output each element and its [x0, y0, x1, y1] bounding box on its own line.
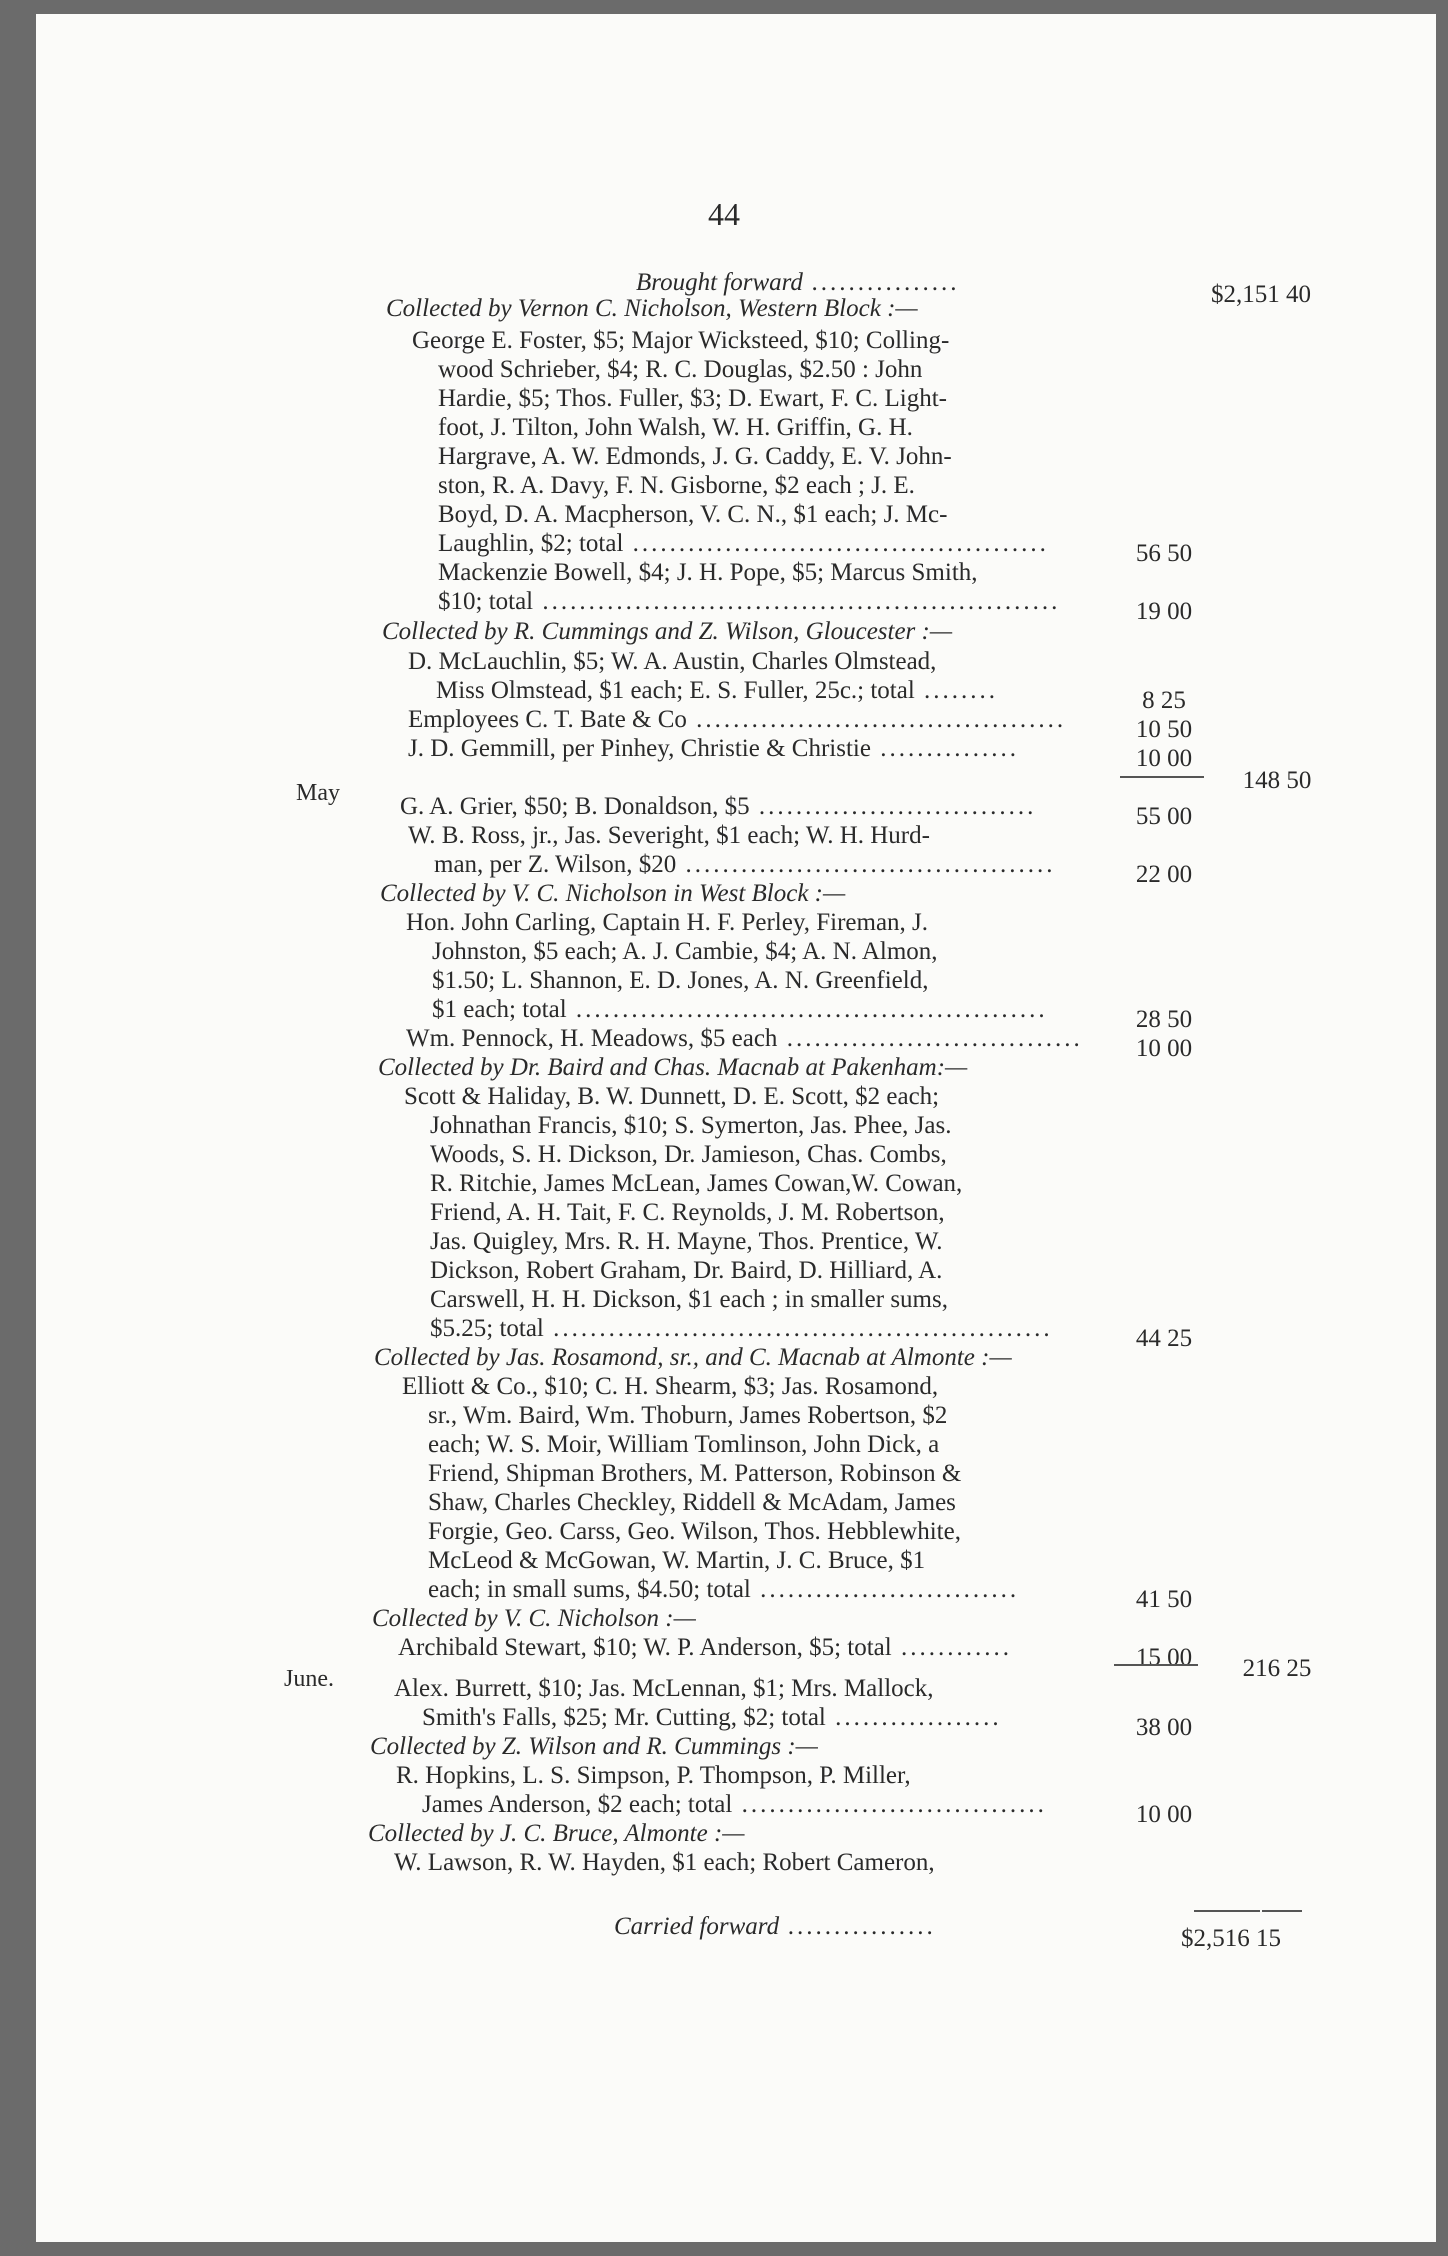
line-text: Hon. John Carling, Captain H. F. Perley, Fireman, J. — [406, 909, 929, 936]
ledger-line — [428, 1459, 961, 1489]
subtotal-rule — [1120, 776, 1204, 778]
leader-dots: ................ — [802, 269, 961, 296]
entry-amount: 56 50 — [1135, 540, 1193, 567]
ledger-line — [428, 1430, 939, 1460]
collector-heading — [370, 1732, 818, 1762]
line-text: Collected by V. C. Nicholson in West Block :— — [380, 880, 846, 907]
line-text: $10; total — [438, 588, 534, 615]
line-text: Carswell, H. H. Dickson, $1 each ; in smaller sums, — [430, 1286, 948, 1313]
line-text: foot, J. Tilton, John Walsh, W. H. Griffin, G. H. — [438, 414, 913, 441]
line-text: Scott & Haliday, B. W. Dunnett, D. E. Scott, $2 each; — [404, 1083, 940, 1110]
line-text: W. Lawson, R. W. Hayden, $1 each; Robert Cameron, — [394, 1849, 935, 1876]
leader-dots: ........................................................ — [533, 588, 1061, 615]
ledger-line — [406, 1024, 1083, 1054]
leader-dots: ...................................................... — [543, 1315, 1053, 1342]
carried-forward-row — [614, 1912, 936, 1942]
line-text: Alex. Burrett, $10; Jas. McLennan, $1; Mrs. Mallock, — [394, 1675, 934, 1702]
ledger-line — [438, 442, 952, 472]
ledger-line — [430, 1198, 945, 1228]
line-text: W. B. Ross, jr., Jas. Severight, $1 each; W. H. Hurd- — [408, 822, 930, 849]
ledger-line — [408, 734, 1019, 764]
ledger-line — [434, 850, 1056, 880]
ledger-line — [432, 937, 938, 967]
entry-amount: 10 00 — [1135, 1801, 1193, 1828]
line-text: Jas. Quigley, Mrs. R. H. Mayne, Thos. Prentice, W. — [430, 1228, 943, 1255]
line-text: Collected by Dr. Baird and Chas. Macnab at Pakenham:— — [378, 1054, 968, 1081]
ledger-line — [406, 908, 928, 938]
line-text: Collected by J. C. Bruce, Almonte :— — [368, 1820, 745, 1847]
ledger-line — [438, 587, 1060, 617]
collector-heading — [382, 617, 952, 647]
subtotal-rule — [1114, 1664, 1198, 1666]
line-text: Boyd, D. A. Macpherson, V. C. N., $1 each; J. Mc- — [438, 501, 948, 528]
line-text: ston, R. A. Davy, F. N. Gisborne, $2 each ; J. E. — [438, 472, 915, 499]
collector-heading — [378, 1053, 967, 1083]
line-text: Collected by Jas. Rosamond, sr., and C. Macnab at Almonte :— — [374, 1344, 1012, 1371]
entry-amount: 41 50 — [1135, 1586, 1193, 1613]
ledger-line — [408, 821, 930, 851]
line-text: J. D. Gemmill, per Pinhey, Christie & Christie — [408, 735, 871, 762]
line-text: man, per Z. Wilson, $20 — [434, 851, 677, 878]
line-text: Archibald Stewart, $10; W. P. Anderson, $5; total — [398, 1634, 892, 1661]
line-text: R. Ritchie, James McLean, James Cowan,W. Cowan, — [430, 1170, 963, 1197]
ledger-line — [394, 1674, 934, 1704]
ledger-line — [438, 500, 947, 530]
line-text: Collected by R. Cummings and Z. Wilson, Gloucester :— — [382, 618, 953, 645]
ledger-line — [430, 1256, 942, 1286]
line-text: wood Schrieber, $4; R. C. Douglas, $2.50 : John — [438, 356, 923, 383]
entry-amount: 15 00 — [1135, 1644, 1193, 1671]
ledger-line — [438, 413, 913, 443]
line-text: Smith's Falls, $25; Mr. Cutting, $2; total — [422, 1704, 826, 1731]
entry-amount: 8 25 — [1142, 687, 1186, 714]
leader-dots: .................. — [825, 1704, 1002, 1731]
line-text: Miss Olmstead, $1 each; E. S. Fuller, 25c.; total — [436, 677, 915, 704]
entry-amount: 10 50 — [1135, 716, 1193, 743]
line-text: Dickson, Robert Graham, Dr. Baird, D. Hilliard, A. — [430, 1257, 943, 1284]
line-text: Friend, A. H. Tait, F. C. Reynolds, J. M. Robertson, — [430, 1199, 945, 1226]
entry-amount: 10 00 — [1135, 1035, 1193, 1062]
ledger-line — [438, 384, 947, 414]
line-text: Forgie, Geo. Carss, Geo. Wilson, Thos. Hebblewhite, — [428, 1518, 961, 1545]
ledger-line — [432, 966, 928, 996]
entry-amount: 38 00 — [1135, 1714, 1193, 1741]
leader-dots: ............ — [891, 1634, 1012, 1661]
line-text: Shaw, Charles Checkley, Riddell & McAdam, James — [428, 1489, 956, 1516]
line-text: Collected by V. C. Nicholson :— — [372, 1605, 696, 1632]
line-text: G. A. Grier, $50; B. Donaldson, $5 — [400, 793, 750, 820]
line-text: Friend, Shipman Brothers, M. Patterson, Robinson & — [428, 1460, 962, 1487]
entry-amount: 55 00 — [1135, 803, 1193, 830]
leader-dots: ........................................ — [676, 851, 1056, 878]
entry-amount: 10 00 — [1135, 745, 1193, 772]
line-text: Laughlin, $2; total — [438, 530, 624, 557]
ledger-line — [408, 647, 936, 677]
ledger-line — [428, 1546, 925, 1576]
line-text: Employees C. T. Bate & Co — [408, 706, 687, 733]
leader-dots: .............................. — [749, 793, 1037, 820]
line-text: each; W. S. Moir, William Tomlinson, John Dick, a — [428, 1431, 940, 1458]
line-text: $1 each; total — [432, 996, 567, 1023]
ledger-line — [430, 1111, 951, 1141]
line-text: James Anderson, $2 each; total — [422, 1791, 733, 1818]
leader-dots: ................................ — [777, 1025, 1083, 1052]
entry-amount: 28 50 — [1135, 1006, 1193, 1033]
line-text: Elliott & Co., $10; C. H. Shearm, $3; Jas. Rosamond, — [402, 1373, 939, 1400]
ledger-line — [438, 558, 978, 588]
line-text: Hardie, $5; Thos. Fuller, $3; D. Ewart, F. C. Light- — [438, 385, 947, 412]
ledger-line — [430, 1314, 1053, 1344]
ledger-line — [430, 1169, 962, 1199]
ledger-line — [412, 326, 949, 356]
collector-heading — [386, 294, 918, 324]
line-text: Johnathan Francis, $10; S. Symerton, Jas. Phee, Jas. — [430, 1112, 952, 1139]
subtotal-amount: 148 50 — [1242, 767, 1312, 794]
collector-heading — [380, 879, 845, 909]
ledger-line — [428, 1575, 1019, 1605]
ledger-line — [402, 1372, 938, 1402]
ledger-line — [422, 1703, 1002, 1733]
ledger-line — [428, 1488, 956, 1518]
line-text: R. Hopkins, L. S. Simpson, P. Thompson, P. Miller, — [396, 1762, 911, 1789]
ledger-line — [430, 1140, 947, 1170]
line-text: Mackenzie Bowell, $4; J. H. Pope, $5; Marcus Smith, — [438, 559, 978, 586]
month-label: May — [296, 780, 340, 806]
leader-dots: ............................................. — [623, 530, 1049, 557]
leader-dots: ............... — [870, 735, 1019, 762]
ledger-line — [438, 355, 922, 385]
leader-dots: ........................................ — [686, 706, 1067, 733]
line-text: Collected by Vernon C. Nicholson, Western Block :— — [386, 295, 918, 322]
line-text: McLeod & McGowan, W. Martin, J. C. Bruce, $1 — [428, 1547, 926, 1574]
collector-heading — [368, 1819, 745, 1849]
ledger-line — [398, 1633, 1012, 1663]
leader-dots: ................................................... — [566, 996, 1048, 1023]
ledger-line — [428, 1401, 947, 1431]
ledger-line — [404, 1082, 939, 1112]
ledger-line — [396, 1761, 911, 1791]
brought-forward-amount: $2,151 40 — [1211, 281, 1311, 308]
brought-forward-label: Brought forward — [636, 269, 803, 296]
line-text: $5.25; total — [430, 1315, 544, 1342]
carried-forward-amount: $2,516 15 — [1181, 1925, 1281, 1952]
collector-heading — [374, 1343, 1012, 1373]
leader-dots: ............................ — [750, 1576, 1020, 1603]
ledger-line — [394, 1848, 935, 1878]
entry-amount: 19 00 — [1135, 598, 1193, 625]
leader-dots: ........ — [914, 677, 999, 704]
leader-dots: ................ — [779, 1913, 937, 1940]
carried-forward-label: Carried forward — [614, 1913, 780, 1940]
line-text: D. McLauchlin, $5; W. A. Austin, Charles Olmstead, — [408, 648, 937, 675]
entry-amount: 44 25 — [1135, 1325, 1193, 1352]
leader-dots: ................................. — [732, 1791, 1047, 1818]
total-rule — [1262, 1910, 1302, 1912]
page-number: 44 — [708, 196, 740, 232]
line-text: Wm. Pennock, H. Meadows, $5 each — [406, 1025, 778, 1052]
ledger-line — [438, 471, 915, 501]
ledger-line — [436, 676, 998, 706]
ledger-line — [400, 792, 1036, 822]
ledger-line — [432, 995, 1048, 1025]
line-text: Hargrave, A. W. Edmonds, J. G. Caddy, E. V. John- — [438, 443, 952, 470]
ledger-line — [430, 1285, 948, 1315]
line-text: $1.50; L. Shannon, E. D. Jones, A. N. Greenfield, — [432, 967, 929, 994]
total-rule — [1194, 1910, 1260, 1912]
line-text: sr., Wm. Baird, Wm. Thoburn, James Robertson, $2 — [428, 1402, 948, 1429]
line-text: each; in small sums, $4.50; total — [428, 1576, 751, 1603]
ledger-line — [430, 1227, 942, 1257]
month-label: June. — [284, 1666, 334, 1692]
ledger-line — [428, 1517, 961, 1547]
line-text: George E. Foster, $5; Major Wicksteed, $10; Colling- — [412, 327, 950, 354]
ledger-line — [422, 1790, 1047, 1820]
collector-heading — [372, 1604, 696, 1634]
line-text: Woods, S. H. Dickson, Dr. Jamieson, Chas. Combs, — [430, 1141, 947, 1168]
entry-amount: 22 00 — [1135, 861, 1193, 888]
subtotal-amount: 216 25 — [1242, 1655, 1312, 1682]
ledger-line — [408, 705, 1066, 735]
ledger-line — [438, 529, 1049, 559]
line-text: Collected by Z. Wilson and R. Cummings :— — [370, 1733, 818, 1760]
line-text: Johnston, $5 each; A. J. Cambie, $4; A. N. Almon, — [432, 938, 938, 965]
